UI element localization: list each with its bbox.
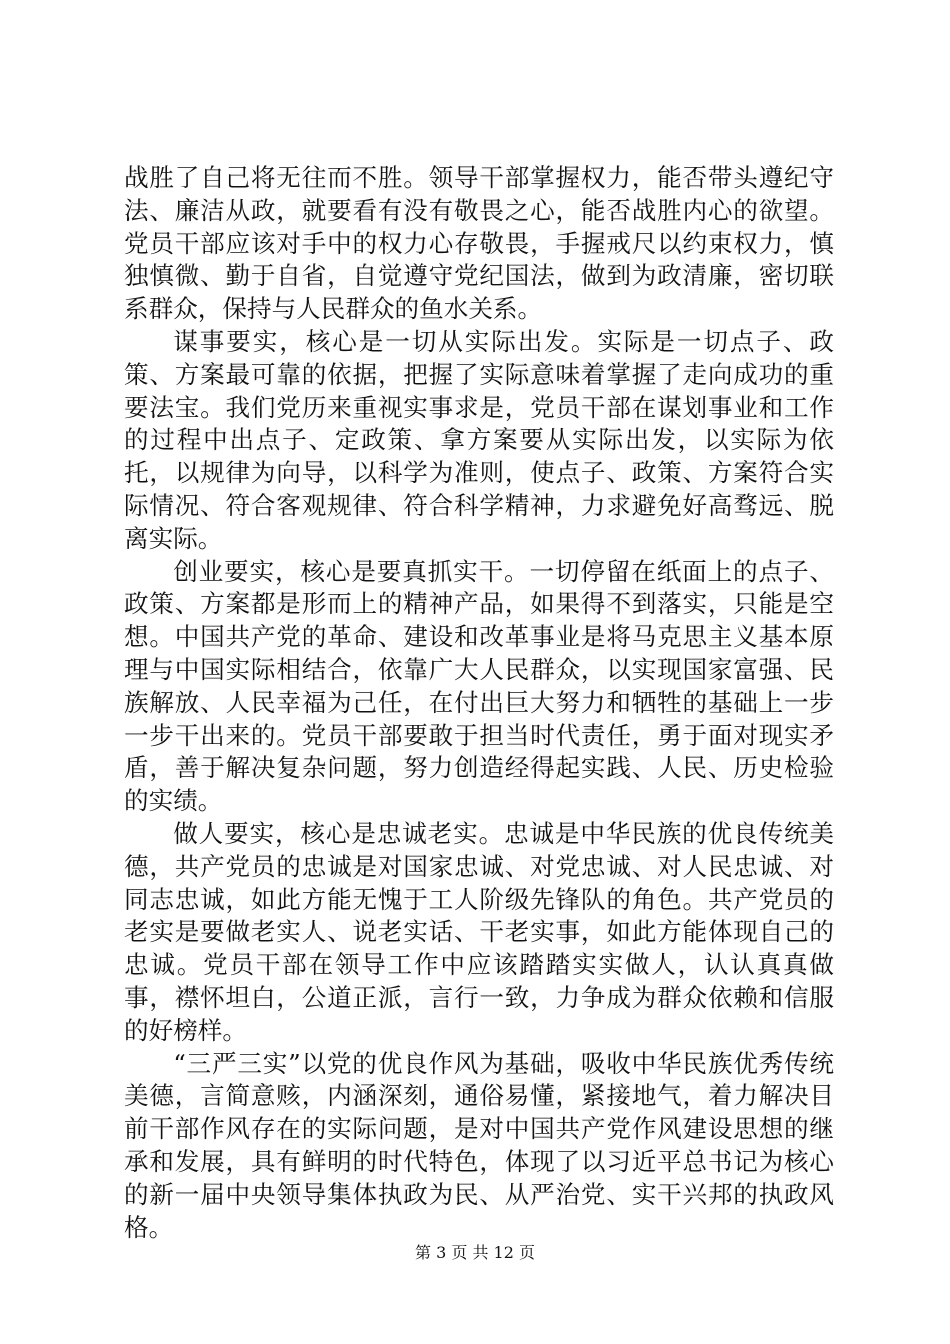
paragraph-continuation: 战胜了自己将无往而不胜。领导干部掌握权力，能否带头遵纪守法、廉洁从政，就要看有没有敬畏之心，能否战胜内心的欲望。党员干部应该对手中的权力心存敬畏，手握戒尺以约束权力，慎独慎微、勤于自省，自觉遵守党纪国法，做到为政清廉，密切联系群众，保持与人民群众的鱼水关系。: [124, 163, 834, 324]
paragraph-entrepreneurship: 创业要实，核心是要真抓实干。一切停留在纸面上的点子、政策、方案都是形而上的精神产品，如果得不到落实，只能是空想。中国共产党的革命、建设和改革事业是将马克思主义基本原理与中国实际相结合，依靠广大人民群众，以实现国家富强、民族解放、人民幸福为己任，在付出巨大努力和牺牲的基础上一步一步干出来的。党员干部要敢于担当时代责任，勇于面对现实矛盾，善于解决复杂问题，努力创造经得起实践、人民、历史检验的实绩。: [124, 556, 834, 816]
paragraph-conduct: 做人要实，核心是忠诚老实。忠诚是中华民族的优良传统美德，共产党员的忠诚是对国家忠诚、对党忠诚、对人民忠诚、对同志忠诚，如此方能无愧于工人阶级先锋队的角色。共产党员的老实是要做老实人、说老实话、干老实事，如此方能体现自己的忠诚。党员干部在领导工作中应该踏踏实实做人，认认真真做事，襟怀坦白，公道正派，言行一致，力争成为群众依赖和信服的好榜样。: [124, 818, 834, 1045]
paragraph-planning: 谋事要实，核心是一切从实际出发。实际是一切点子、政策、方案最可靠的依据，把握了实际意味着掌握了走向成功的重要法宝。我们党历来重视实事求是，党员干部在谋划事业和工作的过程中出点子、定政策、拿方案要从实际出发，以实际为依托，以规律为向导，以科学为准则，使点子、政策、方案符合实际情况、符合客观规律、符合科学精神，力求避免好高骛远、脱离实际。: [124, 326, 834, 553]
paragraph-conclusion: “三严三实”以党的优良作风为基础，吸收中华民族优秀传统美德，言简意赅，内涵深刻，通俗易懂，紧接地气，着力解决目前干部作风存在的实际问题，是对中国共产党作风建设思想的继承和发展，具有鲜明的时代特色，体现了以习近平总书记为核心的新一届中央领导集体执政为民、从严治党、实干兴邦的执政风格。: [124, 1048, 834, 1242]
page-footer: 第 3 页 共 12 页: [415, 1243, 535, 1262]
document-body: [124, 162, 834, 1244]
